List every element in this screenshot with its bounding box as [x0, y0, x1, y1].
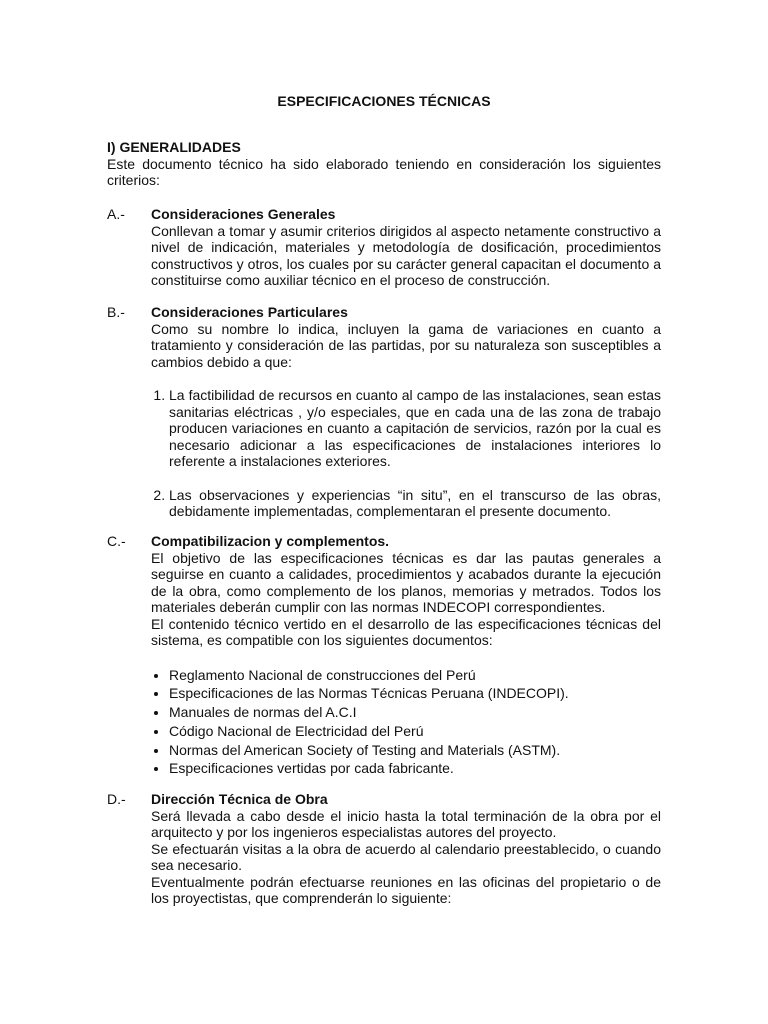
section-c-text-2: El contenido técnico vertido en el desarrollo de las especificaciones técnicas del sistema, es compatible con los siguientes documentos:	[151, 615, 661, 648]
section-d	[107, 791, 661, 907]
section-a-heading: Consideraciones Generales	[151, 206, 336, 222]
section-d-text-3: Eventualmente podrán efectuarse reuniones en las oficinas del propietario o de los proyectistas, que comprenderán lo siguiente:	[151, 873, 661, 906]
list-item: • Reglamento Nacional de construcciones del Perú	[169, 666, 661, 685]
list-item: • Especificaciones vertidas por cada fabricante.	[169, 759, 661, 778]
section-c-text-1: El objetivo de las especificaciones técnicas es dar las pautas generales a seguirse en cuanto a calidades, procedimientos y acabados durante la ejecución de la obra, como complemento de los planos, memorias y metrados. Todos los materiales deberán cumplir con las normas INDECOPI correspondientes.	[151, 549, 661, 615]
generalidades-heading: I) GENERALIDADES	[107, 139, 241, 155]
list-item: • Especificaciones de las Normas Técnicas Peruana (INDECOPI).	[169, 684, 661, 703]
list-item: • Manuales de normas del A.C.I	[169, 703, 661, 722]
document-title: ESPECIFICACIONES TÉCNICAS	[277, 93, 491, 109]
section-b-heading: Consideraciones Particulares	[151, 304, 348, 320]
section-c-bullet-list	[151, 666, 661, 779]
section-a-text: Conllevan a tomar y asumir criterios dirigidos al aspecto netamente constructivo a nivel de indicación, materiales y metodología de dosificación, procedimientos constructivos y otros, los cuales por su carácter general capacitan el documento a constituirse como auxiliar técnico en el proceso de construcción.	[151, 222, 661, 288]
section-a	[107, 206, 661, 289]
list-item: • Código Nacional de Electricidad del Perú	[169, 722, 661, 741]
section-d-letter: D.-	[107, 791, 126, 807]
section-d-heading: Dirección Técnica de Obra	[151, 791, 328, 807]
generalidades-text: Este documento técnico ha sido elaborado teniendo en consideración los siguientes criterios:	[107, 155, 661, 188]
section-d-text-1: Será llevada a cabo desde el inicio hasta la total terminación de la obra por el arquitecto y por los ingenieros especialistas autores del proyecto.	[151, 807, 661, 840]
list-item: 1. La factibilidad de recursos en cuanto al campo de las instalaciones, sean estas sanitarias eléctricas , y/o especiales, que en cada una de las zona de trabajo producen variaciones en cuanto a capitación de servicios, razón por la cual es necesario adicionar a las especificaciones de instalaciones interiores lo referente a instalaciones exteriores.	[169, 387, 661, 470]
section-b	[107, 304, 661, 520]
list-item: 2. Las observaciones y experiencias “in situ”, en el transcurso de las obras, debidamente implementadas, complementaran el presente documento.	[169, 487, 661, 520]
list-item: • Normas del American Society of Testing and Materials (ASTM).	[169, 741, 661, 760]
section-b-text: Como su nombre lo indica, incluyen la gama de variaciones en cuanto a tratamiento y consideración de las partidas, por su naturaleza son susceptibles a cambios debido a que:	[151, 320, 661, 370]
section-b-letter: B.-	[107, 304, 125, 320]
generalidades-section	[107, 139, 661, 189]
section-b-list	[151, 387, 661, 520]
section-d-text-2: Se efectuarán visitas a la obra de acuerdo al calendario preestablecido, o cuando sea necesario.	[151, 840, 661, 873]
section-a-letter: A.-	[107, 206, 125, 222]
section-c-letter: C.-	[107, 533, 126, 549]
section-c-heading: Compatibilizacion y complementos.	[151, 533, 390, 549]
section-c	[107, 533, 661, 778]
